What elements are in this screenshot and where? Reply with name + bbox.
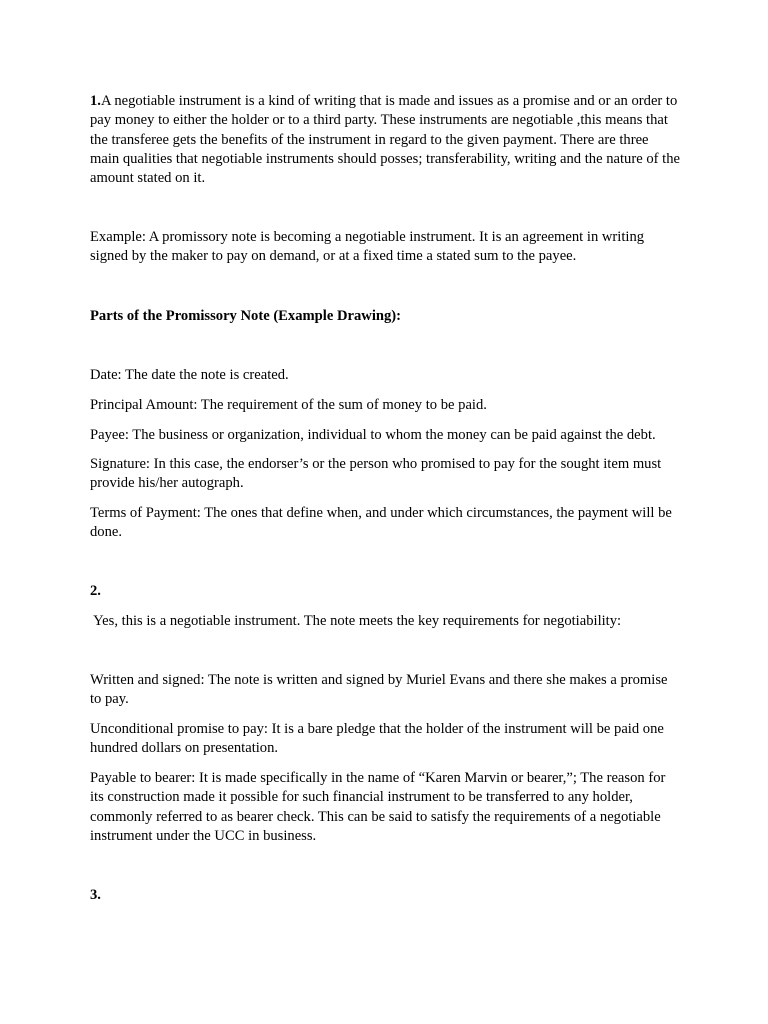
part-terms-of-payment: Terms of Payment: The ones that define when, and under which circumstances, the payment will be done.	[90, 505, 672, 541]
section-3-number: 3.	[90, 887, 101, 903]
section-1-intro	[90, 92, 680, 188]
point-written-and-signed: Written and signed: The note is written and signed by Muriel Evans and there she makes a promise to pay.	[90, 672, 668, 708]
section-1-intro-text: A negotiable instrument is a kind of writing that is made and issues as a promise and or an order to pay money to either the holder or to a third party. These instruments are negotiable ,this means that the transferee gets the benefits of the instrument in regard to the given payment. There are three main qualities that negotiable instruments should posses; transferability, writing and the nature of the amount stated on it.	[90, 93, 680, 187]
parts-heading: Parts of the Promissory Note (Example Drawing):	[90, 308, 402, 324]
part-principal-amount: Principal Amount: The requirement of the sum of money to be paid.	[90, 397, 487, 413]
section-2-number: 2.	[90, 583, 101, 599]
section-1-number: 1.	[90, 93, 101, 109]
section-2-answer: Yes, this is a negotiable instrument. The note meets the key requirements for negotiability:	[90, 613, 622, 629]
example-paragraph: Example: A promissory note is becoming a negotiable instrument. It is an agreement in writing signed by the maker to pay on demand, or at a fixed time a stated sum to the payee.	[90, 229, 645, 265]
part-payee: Payee: The business or organization, individual to whom the money can be paid against the debt.	[90, 427, 656, 443]
point-payable-to-bearer: Payable to bearer: It is made specifically in the name of “Karen Marvin or bearer,”; The reason for its construction made it possible for such financial instrument to be transferred to any holder, commonly referred to as bearer check. This can be said to satisfy the requirements of a negotiable instrument under the UCC in business.	[90, 770, 666, 844]
part-signature: Signature: In this case, the endorser’s or the person who promised to pay for the sought item must provide his/her autograph.	[90, 456, 662, 492]
point-unconditional-promise: Unconditional promise to pay: It is a bare pledge that the holder of the instrument will be paid one hundred dollars on presentation.	[90, 721, 664, 757]
part-date: Date: The date the note is created.	[90, 367, 289, 383]
